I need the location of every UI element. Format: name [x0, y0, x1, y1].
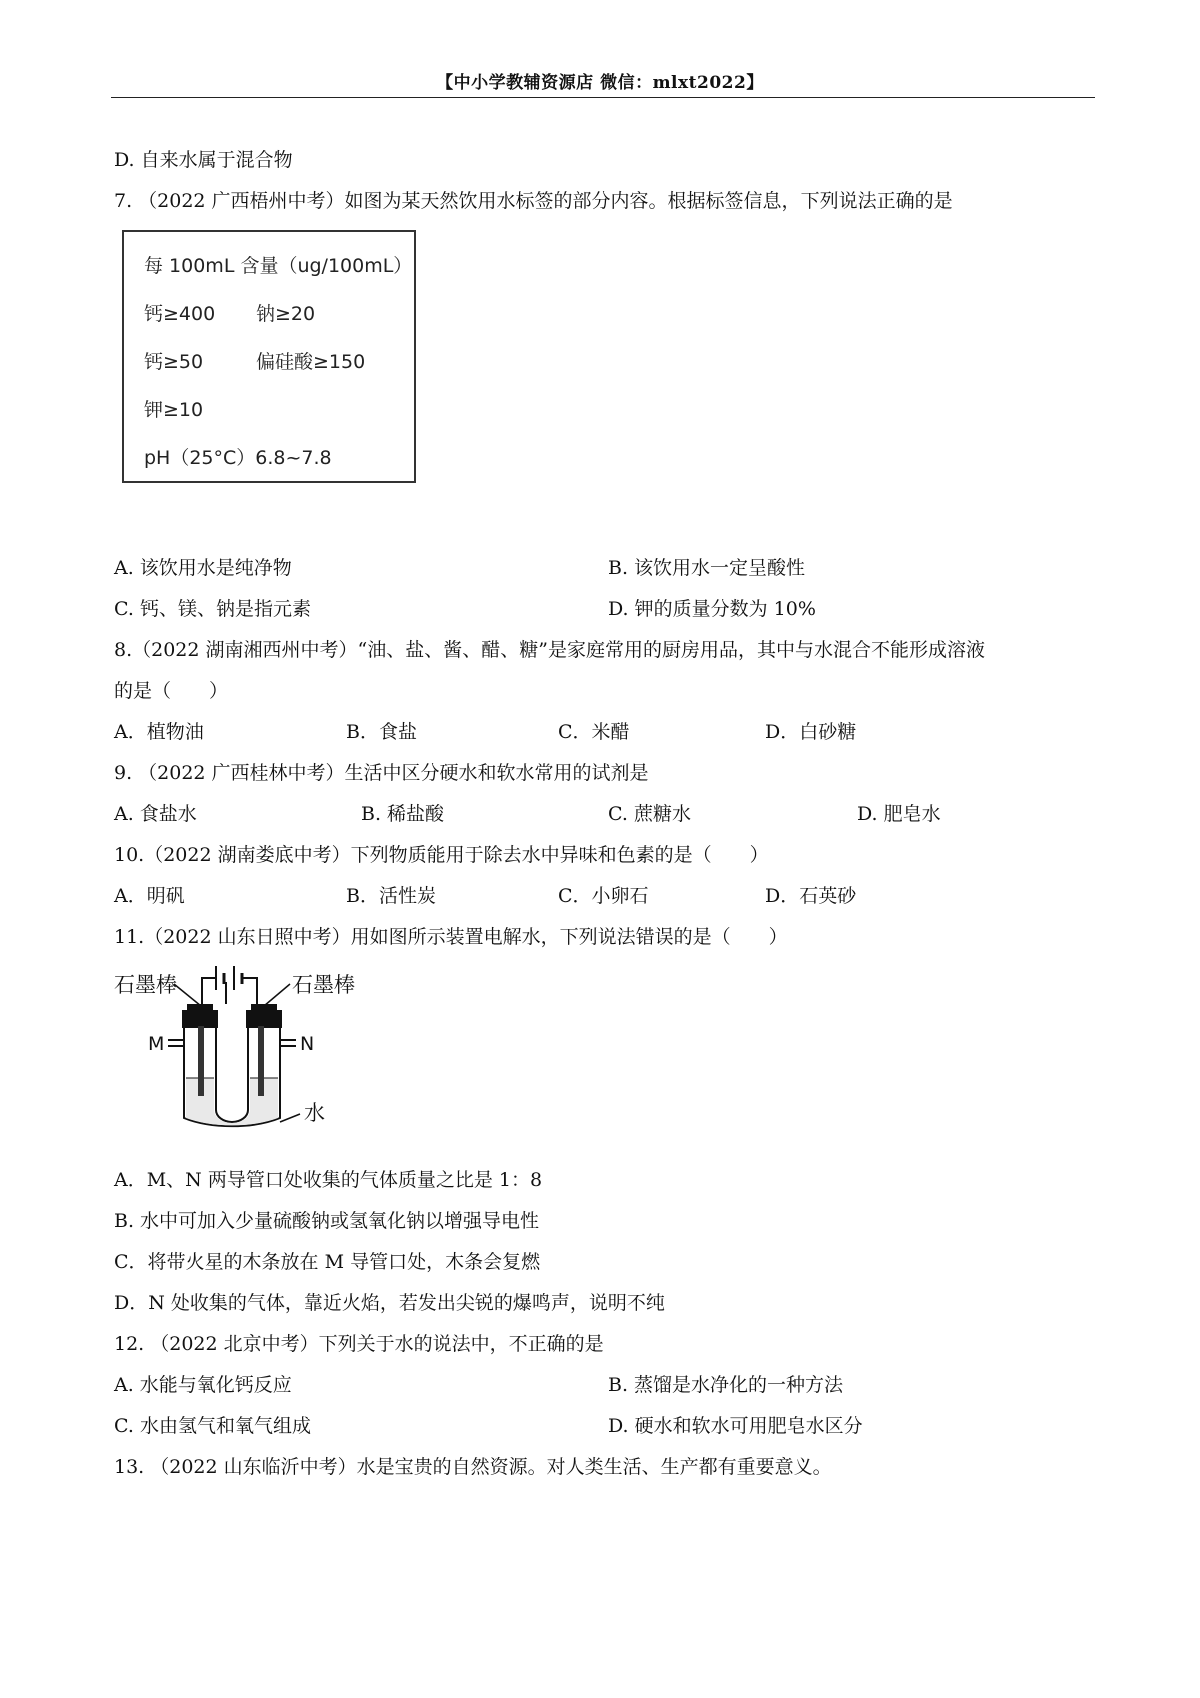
q10-stem: 10.（2022 湖南娄底中考）下列物质能用于除去水中异味和色素的是（ ）: [114, 844, 769, 866]
q9-option-a: A. 食盐水: [114, 803, 197, 825]
water-label: 水: [304, 1101, 325, 1125]
q11-option-b: B. 水中可加入少量硫酸钠或氢氧化钠以增强导电性: [114, 1210, 540, 1232]
q11-stem: 11.（2022 山东日照中考）用如图所示装置电解水，下列说法错误的是（ ）: [114, 926, 788, 948]
q10-option-c: C．小卵石: [558, 885, 649, 907]
q12-option-a: A. 水能与氧化钙反应: [114, 1374, 292, 1396]
electrolysis-apparatus-figure: [114, 960, 384, 1150]
q10-option-d: D．石英砂: [765, 885, 857, 907]
label-calcium-1: 钙≥400: [144, 303, 216, 325]
q10-option-b: B．活性炭: [346, 885, 436, 907]
q7-stem: 7. （2022 广西梧州中考）如图为某天然饮用水标签的部分内容。根据标签信息，下列说法正确的是: [114, 190, 953, 212]
tube-m-label: M: [148, 1033, 165, 1055]
q6-option-d: D. 自来水属于混合物: [114, 149, 293, 171]
page-header: 【中小学教辅资源店 微信：mlxt2022】: [436, 73, 764, 93]
label-calcium-2: 钙≥50: [144, 351, 204, 373]
label-metasilicic-acid: 偏硅酸≥150: [256, 351, 366, 373]
q7-option-d: D. 钾的质量分数为 10%: [608, 598, 816, 620]
q11-option-a: A．M、N 两导管口处收集的气体质量之比是 1：8: [114, 1169, 543, 1191]
header-divider: [111, 97, 1095, 98]
q7-option-b: B. 该饮用水一定呈酸性: [608, 557, 806, 579]
q8-option-a: A．植物油: [114, 721, 204, 743]
right-electrode-label: 石墨棒: [292, 973, 355, 997]
label-heading: 每 100mL 含量（ug/100mL）: [144, 255, 413, 277]
q11-option-d: D．N 处收集的气体，靠近火焰，若发出尖锐的爆鸣声，说明不纯: [114, 1292, 665, 1314]
q11-option-c: C．将带火星的木条放在 M 导管口处，木条会复燃: [114, 1251, 541, 1273]
q9-stem: 9. （2022 广西桂林中考）生活中区分硬水和软水常用的试剂是: [114, 762, 649, 784]
label-ph: pH（25°C）6.8~7.8: [144, 447, 332, 469]
water-label-figure: [122, 230, 416, 483]
q8-option-d: D．白砂糖: [765, 721, 857, 743]
q7-option-c: C. 钙、镁、钠是指元素: [114, 598, 311, 620]
q8-option-b: B．食盐: [346, 721, 417, 743]
left-electrode-label: 石墨棒: [114, 973, 177, 997]
tube-n-label: N: [300, 1033, 315, 1055]
q12-option-b: B. 蒸馏是水净化的一种方法: [608, 1374, 844, 1396]
q12-stem: 12. （2022 北京中考）下列关于水的说法中，不正确的是: [114, 1333, 604, 1355]
label-sodium: 钠≥20: [256, 303, 316, 325]
q13-stem: 13. （2022 山东临沂中考）水是宝贵的自然资源。对人类生活、生产都有重要意义。: [114, 1456, 832, 1478]
q8-stem-line1: 8.（2022 湖南湘西州中考）“油、盐、酱、醋、糖”是家庭常用的厨房用品，其中与水混合不能形成溶液: [114, 639, 985, 661]
q8-option-c: C．米醋: [558, 721, 630, 743]
q9-option-c: C. 蔗糖水: [608, 803, 691, 825]
q10-option-a: A．明矾: [114, 885, 185, 907]
q12-option-d: D. 硬水和软水可用肥皂水区分: [608, 1415, 863, 1437]
q8-stem-line2: 的是（ ）: [114, 680, 229, 702]
q7-option-a: A. 该饮用水是纯净物: [114, 557, 292, 579]
q12-option-c: C. 水由氢气和氧气组成: [114, 1415, 311, 1437]
label-potassium: 钾≥10: [144, 399, 204, 421]
u-tube-icon: [168, 1004, 300, 1126]
q9-option-b: B. 稀盐酸: [361, 803, 445, 825]
q9-option-d: D. 肥皂水: [857, 803, 941, 825]
